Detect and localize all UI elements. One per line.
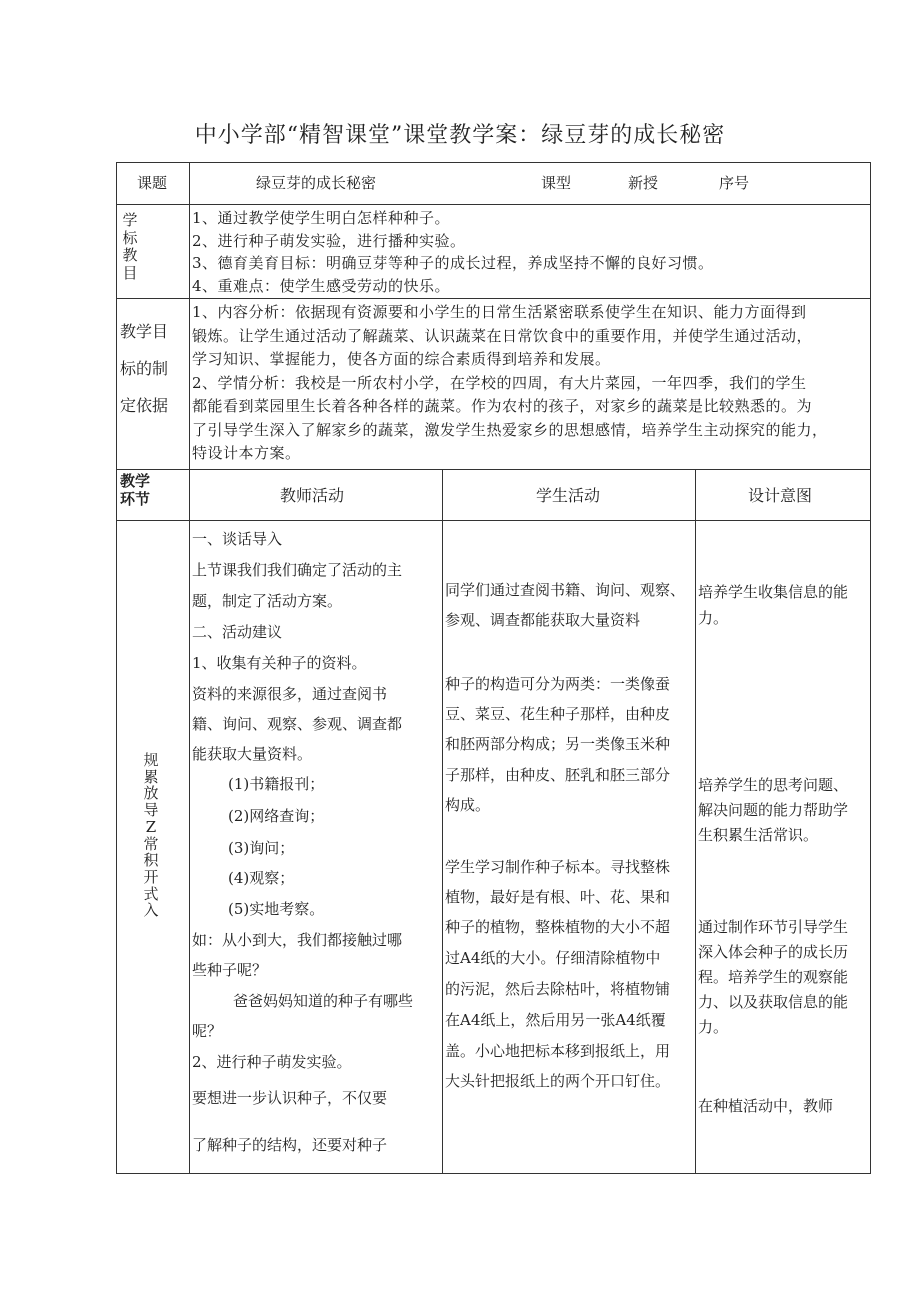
teacher-line: (5)实地考察。	[228, 900, 325, 918]
stage-char: 开	[143, 867, 159, 886]
basis-line: 都能看到菜园里生长着各种各样的蔬菜。作为农村的孩子，对家乡的蔬菜是比较熟悉的。为	[192, 397, 813, 415]
goal-item: 4、重难点：使学生感受劳动的快乐。	[192, 276, 451, 295]
student-line: 种子的植物，整株植物的大小不超	[445, 918, 671, 936]
teacher-line: 如：从小到大，我们都接触过哪	[192, 931, 403, 949]
teacher-line: 些种子呢？	[192, 961, 268, 979]
stage-char: 累	[143, 767, 159, 786]
design-line: 培养学生收集信息的能	[698, 583, 849, 601]
teacher-line: (3)询问；	[228, 839, 295, 857]
stage-char: 导	[143, 801, 159, 820]
basis-line: 1、内容分析：依据现有资源要和小学生的日常生活紧密联系使学生在知识、能力方面得到	[192, 303, 807, 321]
table-rule	[116, 162, 871, 163]
teacher-line: 能获取大量资料。	[192, 745, 313, 763]
basis-label-line: 教学目	[120, 322, 169, 341]
table-rule	[116, 520, 871, 521]
stage-char: 规	[143, 751, 159, 769]
student-line: 过A4纸的大小。仔细清除植物中	[445, 949, 661, 967]
teacher-line: (1)书籍报刊；	[228, 775, 325, 793]
table-rule	[695, 469, 696, 1174]
design-line: 解决问题的能力帮助学	[698, 801, 849, 819]
goals-label-char: 目	[122, 263, 138, 282]
design-line: 程。培养学生的观察能	[698, 968, 849, 986]
basis-line: 学习知识、掌握能力，使各方面的综合素质得到培养和发展。	[192, 350, 611, 368]
stage-char: 积	[143, 851, 159, 870]
stage-char: 放	[143, 784, 159, 803]
table-rule	[442, 469, 443, 1174]
goals-label-char: 学	[122, 211, 138, 229]
student-line: 大头针把报纸上的两个开口钉住。	[445, 1072, 671, 1090]
student-line: 学生学习制作种子标本。寻找整株	[445, 858, 671, 876]
teacher-line: 上节课我们我们确定了活动的主	[192, 561, 403, 579]
table-rule	[870, 162, 871, 1174]
goal-item: 1、通过教学使学生明白怎样种种子。	[192, 209, 451, 227]
section-label-line: 教学	[120, 472, 151, 490]
topic-value: 绿豆芽的成长秘密	[256, 174, 377, 192]
table-rule	[116, 298, 871, 299]
basis-text	[192, 301, 828, 466]
student-line: 构成。	[445, 796, 491, 814]
design-line: 力。	[698, 1018, 729, 1036]
teacher-line: 资料的来源很多，通过查阅书	[192, 685, 388, 703]
student-line: 的污泥，然后去除枯叶，将植物铺	[445, 980, 671, 998]
student-line: 植物，最好是有根、叶、花、果和	[445, 888, 671, 906]
section-label	[120, 472, 150, 508]
design-intent-header: 设计意图	[748, 486, 813, 505]
section-label-line: 环节	[120, 490, 151, 508]
basis-label-line: 定依据	[120, 396, 169, 415]
teacher-line: 呢？	[192, 1022, 223, 1040]
design-line: 生积累生活常识。	[698, 826, 819, 844]
teacher-line: (4)观察；	[228, 869, 295, 887]
student-line: 盖。小心地把标本移到报纸上，用	[445, 1042, 671, 1060]
basis-line: 锻炼。让学生通过活动了解蔬菜、认识蔬菜在日常饮食中的重要作用，并使学生通过活动，	[192, 326, 813, 345]
table-rule	[116, 469, 871, 470]
design-line: 在种植活动中，教师	[698, 1097, 834, 1115]
teacher-line: 一、谈话导入	[192, 530, 283, 548]
design-line: 深入体会种子的成长历	[698, 943, 849, 961]
page-title: 中小学部“精智课堂”课堂教学案：绿豆芽的成长秘密	[194, 123, 726, 148]
design-line: 培养学生的思考问题、	[698, 776, 849, 794]
goal-item: 2、进行种子萌发实验，进行播种实验。	[192, 231, 466, 250]
basis-line: 了引导学生深入了解家乡的蔬菜，激发学生热爱家乡的思想感情，培养学生主动探究的能力，	[192, 420, 828, 439]
teacher-line: 了解种子的结构，还要对种子	[192, 1136, 388, 1154]
teacher-activity-header: 教师活动	[280, 486, 345, 505]
stage-char: 入	[143, 901, 159, 920]
teacher-line: 1、收集有关种子的资料。	[192, 654, 367, 672]
table-rule	[189, 162, 190, 1174]
goals-label	[120, 212, 140, 282]
stage-label	[141, 752, 161, 919]
table-rule	[116, 204, 871, 205]
type-label: 课型	[541, 174, 572, 192]
stage-char: 常	[143, 834, 159, 853]
goals-label-char: 标	[122, 228, 138, 247]
stage-char: 式	[143, 884, 159, 903]
student-line: 种子的构造可分为两类：一类像蚕	[445, 675, 671, 693]
table-rule	[116, 1173, 871, 1174]
student-line: 在A4纸上，然后用另一张A4纸覆	[445, 1011, 666, 1029]
student-line: 子那样，由种皮、胚乳和胚三部分	[445, 766, 671, 784]
goals-list	[192, 207, 714, 297]
teacher-line: 籍、询问、观察、参观、调查都	[192, 715, 403, 733]
goal-item: 3、德育美育目标：明确豆芽等种子的成长过程，养成坚持不懈的良好习惯。	[192, 254, 714, 272]
student-line: 豆、菜豆、花生种子那样，由种皮	[445, 705, 671, 723]
teacher-line: 2、进行种子萌发实验。	[192, 1053, 352, 1071]
sequence-label: 序号	[719, 174, 750, 192]
basis-label-line: 标的制	[120, 359, 169, 378]
student-line: 同学们通过查阅书籍、询问、观察、	[445, 581, 686, 599]
teacher-line: (2)网络查询；	[228, 807, 325, 825]
teacher-line: 二、活动建议	[192, 623, 283, 641]
design-line: 力。	[698, 609, 729, 627]
topic-label: 课题	[137, 174, 168, 192]
design-line: 通过制作环节引导学生	[698, 918, 849, 936]
student-activity-header: 学生活动	[536, 486, 601, 505]
basis-line: 特设计本方案。	[192, 444, 301, 462]
goals-label-char: 教	[122, 246, 138, 264]
basis-label	[120, 313, 168, 424]
teacher-line: 题，制定了活动方案。	[192, 592, 343, 610]
teacher-line: 爸爸妈妈知道的种子有哪些	[233, 992, 414, 1010]
table-rule	[116, 162, 117, 1174]
student-line: 和胚两部分构成；另一类像玉米种	[445, 735, 671, 753]
type-value: 新授	[628, 174, 659, 192]
stage-char: Z	[145, 817, 157, 836]
basis-line: 2、学情分析：我校是一所农村小学，在学校的四周，有大片菜园，一年四季，我们的学生	[192, 373, 807, 392]
student-line: 参观、调查都能获取大量资料	[445, 611, 641, 629]
design-line: 力、以及获取信息的能	[698, 993, 849, 1011]
teacher-line: 要想进一步认识种子，不仅要	[192, 1089, 388, 1107]
